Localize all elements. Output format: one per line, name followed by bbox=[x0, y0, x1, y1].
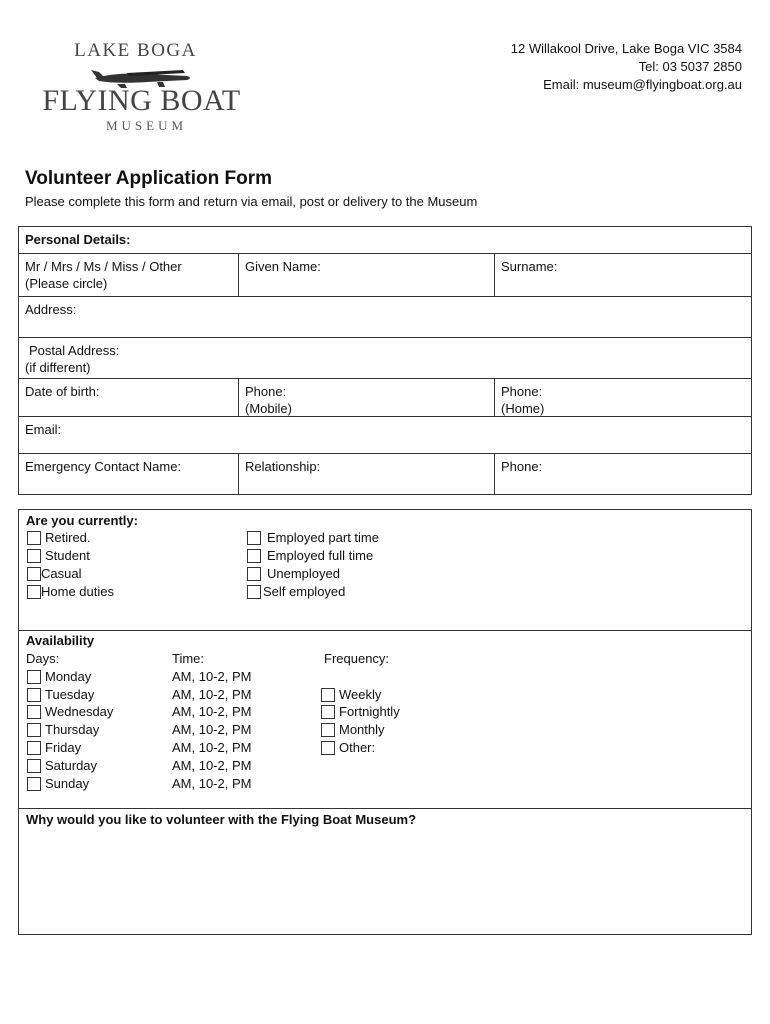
why-volunteer-question: Why would you like to volunteer with the Flying Boat Museum? bbox=[26, 812, 417, 827]
form-subtitle: Please complete this form and return via email, post or delivery to the Museum bbox=[25, 194, 478, 209]
frequency-other[interactable] bbox=[321, 739, 375, 756]
home-phone-note: (Home) bbox=[501, 401, 545, 416]
home-phone-label: Phone: bbox=[501, 384, 543, 399]
day-label: Saturday bbox=[45, 758, 98, 773]
frequency-option-label: Fortnightly bbox=[339, 704, 400, 719]
home-phone-field[interactable] bbox=[494, 379, 751, 417]
status-option-casual[interactable] bbox=[27, 565, 81, 582]
mobile-phone-label: Phone: bbox=[245, 384, 287, 399]
given-name-field[interactable] bbox=[238, 254, 494, 297]
checkbox[interactable] bbox=[27, 585, 41, 599]
museum-logo bbox=[34, 40, 249, 146]
frequency-monthly[interactable] bbox=[321, 721, 385, 738]
day-label: Thursday bbox=[45, 722, 100, 737]
time-thursday[interactable]: AM, 10-2, PM bbox=[172, 722, 252, 737]
address-label: Address: bbox=[25, 302, 77, 317]
frequency-option-label: Monthly bbox=[339, 722, 385, 737]
checkbox[interactable] bbox=[27, 549, 41, 563]
dob-field[interactable] bbox=[19, 379, 238, 417]
status-option-label: Student bbox=[45, 548, 90, 563]
emergency-contact-label: Emergency Contact Name: bbox=[25, 459, 182, 474]
status-option-employed-part-time[interactable] bbox=[247, 529, 379, 546]
postal-address-label: Postal Address: bbox=[29, 343, 120, 358]
title-field-label: Mr / Mrs / Ms / Miss / Other bbox=[25, 259, 182, 274]
email-label: Email: bbox=[25, 422, 62, 437]
status-option-label: Employed part time bbox=[267, 530, 379, 545]
checkbox[interactable] bbox=[27, 670, 41, 684]
day-label: Tuesday bbox=[45, 687, 95, 702]
form-title: Volunteer Application Form bbox=[25, 168, 273, 189]
status-option-label: Casual bbox=[41, 566, 82, 581]
email-row bbox=[19, 416, 751, 454]
status-heading: Are you currently: bbox=[26, 513, 138, 528]
checkbox[interactable] bbox=[27, 567, 41, 581]
checkbox[interactable] bbox=[27, 688, 41, 702]
frequency-weekly[interactable] bbox=[321, 686, 381, 703]
time-label: Time: bbox=[172, 651, 205, 666]
contact-email: Email: museum@flyingboat.org.au bbox=[543, 77, 742, 92]
checkbox[interactable] bbox=[27, 531, 41, 545]
dob-label: Date of birth: bbox=[25, 384, 100, 399]
checkbox[interactable] bbox=[27, 777, 41, 791]
postal-address-note: (if different) bbox=[25, 360, 91, 375]
frequency-label: Frequency: bbox=[324, 651, 390, 666]
availability-section bbox=[19, 630, 751, 809]
emergency-phone-label: Phone: bbox=[501, 459, 543, 474]
surname-field[interactable] bbox=[494, 254, 751, 297]
time-friday[interactable]: AM, 10-2, PM bbox=[172, 740, 252, 755]
status-option-label: Home duties bbox=[41, 584, 114, 599]
day-label: Wednesday bbox=[45, 704, 114, 719]
availability-heading: Availability bbox=[26, 633, 95, 648]
logo-line-2: FLYING BOAT bbox=[42, 84, 241, 117]
given-name-label: Given Name: bbox=[245, 259, 321, 274]
status-option-self-employed[interactable] bbox=[247, 583, 345, 600]
day-tuesday[interactable] bbox=[27, 686, 94, 703]
title-field[interactable] bbox=[19, 254, 238, 297]
status-option-student[interactable] bbox=[27, 547, 90, 564]
day-sunday[interactable] bbox=[27, 775, 89, 792]
address-field[interactable] bbox=[19, 297, 751, 338]
day-thursday[interactable] bbox=[27, 721, 99, 738]
checkbox[interactable] bbox=[247, 567, 261, 581]
name-row bbox=[19, 253, 751, 297]
status-option-unemployed[interactable] bbox=[247, 565, 340, 582]
emergency-contact-field[interactable] bbox=[19, 454, 238, 495]
status-section bbox=[19, 510, 751, 630]
time-sunday[interactable]: AM, 10-2, PM bbox=[172, 776, 252, 791]
email-field[interactable] bbox=[19, 417, 751, 454]
checkbox[interactable] bbox=[321, 688, 335, 702]
checkbox[interactable] bbox=[247, 585, 261, 599]
mobile-phone-note: (Mobile) bbox=[245, 401, 292, 416]
checkbox[interactable] bbox=[321, 705, 335, 719]
day-saturday[interactable] bbox=[27, 757, 97, 774]
why-volunteer-section[interactable] bbox=[19, 808, 751, 934]
status-option-employed-full-time[interactable] bbox=[247, 547, 373, 564]
time-saturday[interactable]: AM, 10-2, PM bbox=[172, 758, 252, 773]
mobile-phone-field[interactable] bbox=[238, 379, 494, 417]
checkbox[interactable] bbox=[247, 549, 261, 563]
checkbox[interactable] bbox=[321, 723, 335, 737]
day-label: Friday bbox=[45, 740, 82, 755]
frequency-option-label: Other: bbox=[339, 740, 376, 755]
time-tuesday[interactable]: AM, 10-2, PM bbox=[172, 687, 252, 702]
day-monday[interactable] bbox=[27, 668, 91, 685]
logo-line-3: MUSEUM bbox=[105, 118, 188, 133]
day-label: Sunday bbox=[45, 776, 90, 791]
checkbox[interactable] bbox=[27, 723, 41, 737]
postal-row bbox=[19, 337, 751, 379]
checkbox[interactable] bbox=[247, 531, 261, 545]
personal-details-table bbox=[18, 226, 752, 495]
status-option-label: Self employed bbox=[263, 584, 346, 599]
frequency-option-label: Weekly bbox=[339, 687, 382, 702]
emergency-phone-field[interactable] bbox=[494, 454, 751, 495]
dob-phone-row bbox=[19, 378, 751, 417]
contact-address: 12 Willakool Drive, Lake Boga VIC 3584 bbox=[510, 41, 742, 56]
postal-address-field[interactable] bbox=[19, 338, 751, 379]
personal-details-heading: Personal Details: bbox=[25, 232, 131, 247]
day-wednesday[interactable] bbox=[27, 703, 113, 720]
contact-tel: Tel: 03 5037 2850 bbox=[638, 59, 742, 74]
volunteer-info-table bbox=[18, 509, 752, 935]
frequency-fortnightly[interactable] bbox=[321, 703, 400, 720]
status-option-label: Retired. bbox=[45, 530, 91, 545]
time-wednesday[interactable]: AM, 10-2, PM bbox=[172, 704, 252, 719]
surname-label: Surname: bbox=[501, 259, 558, 274]
title-field-note: (Please circle) bbox=[25, 276, 108, 291]
address-row bbox=[19, 296, 751, 338]
time-monday[interactable]: AM, 10-2, PM bbox=[172, 669, 252, 684]
day-label: Monday bbox=[45, 669, 92, 684]
relationship-field[interactable] bbox=[238, 454, 494, 495]
day-friday[interactable] bbox=[27, 739, 81, 756]
checkbox[interactable] bbox=[27, 759, 41, 773]
relationship-label: Relationship: bbox=[245, 459, 321, 474]
days-label: Days: bbox=[26, 651, 60, 666]
checkbox[interactable] bbox=[321, 741, 335, 755]
status-option-home-duties[interactable] bbox=[27, 583, 114, 600]
status-option-label: Employed full time bbox=[267, 548, 374, 563]
contact-block bbox=[511, 40, 742, 94]
checkbox[interactable] bbox=[27, 705, 41, 719]
status-option-retired[interactable] bbox=[27, 529, 91, 546]
checkbox[interactable] bbox=[27, 741, 41, 755]
status-option-label: Unemployed bbox=[267, 566, 340, 581]
emergency-row bbox=[19, 453, 751, 495]
logo-line-1: LAKE BOGA bbox=[74, 40, 197, 61]
